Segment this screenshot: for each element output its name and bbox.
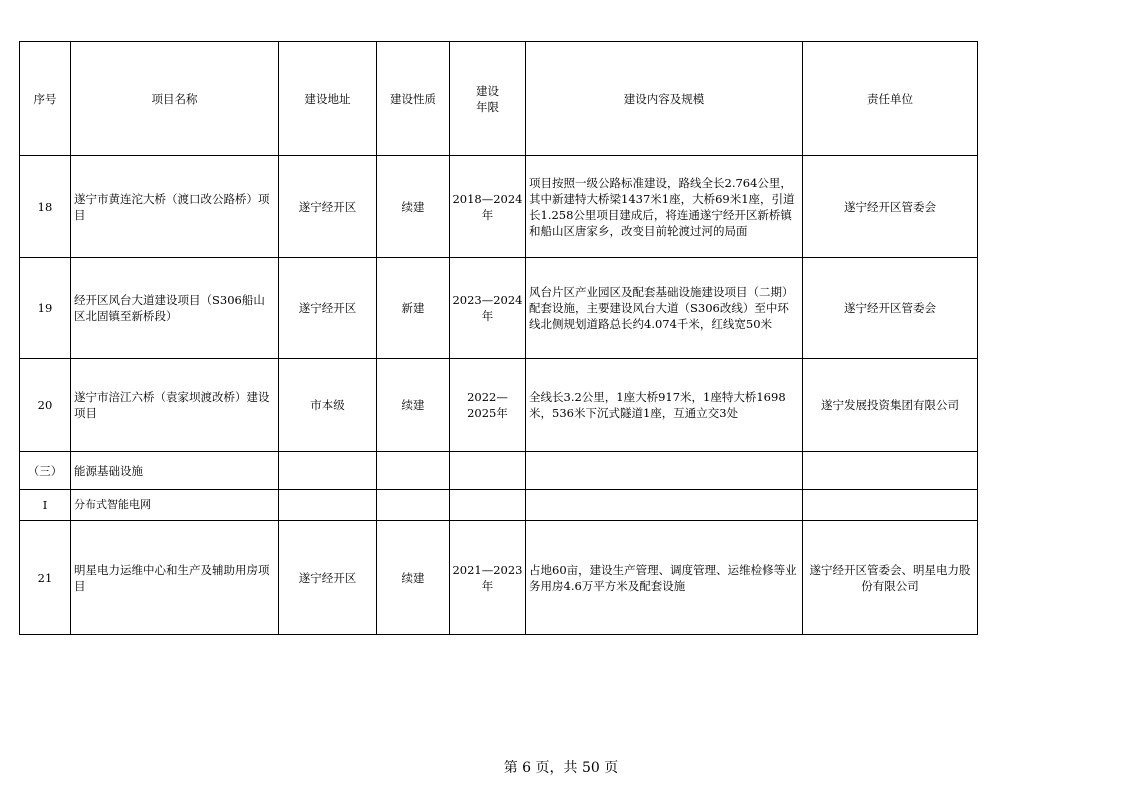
table-row [20, 258, 978, 359]
row-nature: 续建 [377, 156, 450, 258]
row-unit: 遂宁发展投资集团有限公司 [803, 359, 978, 452]
subsection-title: 分布式智能电网 [71, 490, 279, 521]
row-no: 21 [20, 521, 71, 635]
row-period: 2022— 2025年 [450, 359, 526, 452]
row-nature: 新建 [377, 258, 450, 359]
row-period: 2021—2023年 [450, 521, 526, 635]
section-no: （三） [20, 452, 71, 490]
header-period: 建设 年限 [450, 42, 526, 156]
page-number-footer: 第 6 页，共 50 页 [503, 760, 619, 776]
header-no: 序号 [20, 42, 71, 156]
row-location: 遂宁经开区 [279, 258, 377, 359]
section-row [20, 452, 978, 490]
row-name: 遂宁市黄连沱大桥（渡口改公路桥）项目 [71, 156, 279, 258]
row-content: 项目按照一级公路标准建设，路线全长2.764公里，其中新建特大桥梁1437米1座，大桥69米1座，引道长1.258公里项目建成后，将连通遂宁经开区新桥镇和船山区唐家乡，改变目前轮渡过河的局面 [526, 156, 803, 258]
table-row [20, 359, 978, 452]
row-nature: 续建 [377, 521, 450, 635]
row-content: 占地60亩，建设生产管理、调度管理、运维检修等业务用房4.6万平方米及配套设施 [526, 521, 803, 635]
header-name: 项目名称 [71, 42, 279, 156]
table-row [20, 156, 978, 258]
row-location: 市本级 [279, 359, 377, 452]
header-content: 建设内容及规模 [526, 42, 803, 156]
subsection-no: I [20, 490, 71, 521]
row-name: 遂宁市涪江六桥（袁家坝渡改桥）建设项目 [71, 359, 279, 452]
row-period: 2023—2024年 [450, 258, 526, 359]
row-period: 2018—2024年 [450, 156, 526, 258]
row-unit: 遂宁经开区管委会 [803, 156, 978, 258]
header-unit: 责任单位 [803, 42, 978, 156]
project-table [19, 41, 978, 635]
table-row [20, 521, 978, 635]
subsection-row [20, 490, 978, 521]
header-nature: 建设性质 [377, 42, 450, 156]
row-no: 19 [20, 258, 71, 359]
row-no: 18 [20, 156, 71, 258]
row-content: 全线长3.2公里，1座大桥917米，1座特大桥1698米，536米下沉式隧道1座，互通立交3处 [526, 359, 803, 452]
section-title: 能源基础设施 [71, 452, 279, 490]
row-name: 经开区风台大道建设项目（S306船山区北固镇至新桥段） [71, 258, 279, 359]
row-nature: 续建 [377, 359, 450, 452]
row-content: 风台片区产业园区及配套基础设施建设项目（二期）配套设施，主要建设风台大道（S306改线）至中环线北侧规划道路总长约4.074千米，红线宽50米 [526, 258, 803, 359]
header-location: 建设地址 [279, 42, 377, 156]
row-no: 20 [20, 359, 71, 452]
row-location: 遂宁经开区 [279, 521, 377, 635]
row-unit: 遂宁经开区管委会、明星电力股份有限公司 [803, 521, 978, 635]
row-location: 遂宁经开区 [279, 156, 377, 258]
row-name: 明星电力运维中心和生产及辅助用房项目 [71, 521, 279, 635]
header-row [20, 42, 978, 156]
row-unit: 遂宁经开区管委会 [803, 258, 978, 359]
